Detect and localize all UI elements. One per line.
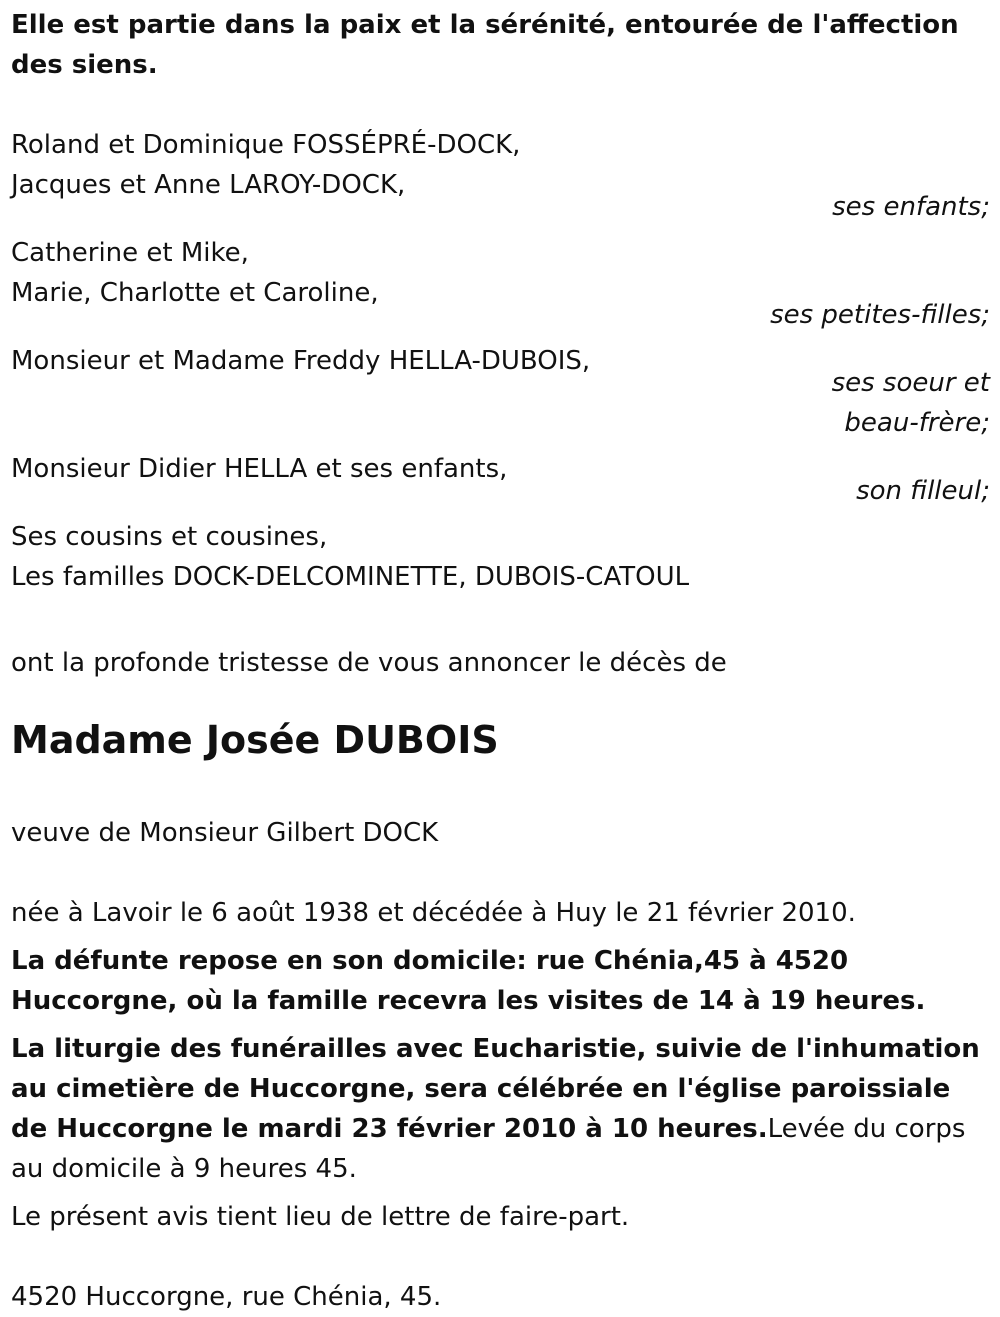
- notice-text: Le présent avis tient lieu de lettre de faire-part.: [11, 1202, 630, 1232]
- family-group-children: [11, 125, 990, 227]
- repose-text: La défunte repose en son domicile: rue Chénia,45 à 4520 Huccorgne, où la famille recevra les visites de 14 à 19 heures.: [11, 946, 926, 1016]
- family-group-sister: [11, 341, 990, 443]
- address-text: 4520 Huccorgne, rue Chénia, 45.: [11, 1282, 442, 1312]
- family-role: ses soeur et beau-frère;: [831, 368, 990, 438]
- family-line: Catherine et Mike,: [11, 238, 249, 268]
- family-group-cousins: [11, 517, 990, 597]
- family-line: Marie, Charlotte et Caroline,: [11, 278, 379, 308]
- family-role: ses petites-filles;: [770, 300, 990, 330]
- birth-death-text: née à Lavoir le 6 août 1938 et décédée à Huy le 21 février 2010.: [11, 898, 856, 928]
- family-line: Jacques et Anne LAROY-DOCK,: [11, 170, 406, 200]
- deceased-name: Madame Josée DUBOIS: [11, 718, 499, 762]
- family-line: Ses cousins et cousines,: [11, 522, 328, 552]
- family-line: Monsieur Didier HELLA et ses enfants,: [11, 454, 508, 484]
- family-group-godson: [11, 449, 990, 511]
- announcement-text: ont la profonde tristesse de vous annoncer le décès de: [11, 648, 727, 678]
- family-line: Les familles DOCK-DELCOMINETTE, DUBOIS-CATOUL: [11, 562, 690, 592]
- family-group-granddaughters: [11, 233, 990, 335]
- family-role: ses enfants;: [832, 192, 990, 222]
- liturgy-bold-text: La liturgie des funérailles avec Eucharistie, suivie de l'inhumation au cimetière de Huccorgne, sera célébrée en l'église paroissiale de Huccorgne le mardi 23 février 2010 à 10 heures.: [11, 1034, 980, 1144]
- widow-of-text: veuve de Monsieur Gilbert DOCK: [11, 818, 439, 848]
- intro-text: Elle est partie dans la paix et la sérénité, entourée de l'affection des siens.: [11, 10, 959, 80]
- family-line: Roland et Dominique FOSSÉPRÉ-DOCK,: [11, 130, 521, 160]
- liturgy-paragraph: [11, 1029, 990, 1189]
- liturgy-rest-text: Levée du corps au domicile à 9 heures 45.: [11, 1114, 966, 1184]
- family-line: Monsieur et Madame Freddy HELLA-DUBOIS,: [11, 346, 591, 376]
- family-role: son filleul;: [856, 476, 990, 506]
- obituary-document: [11, 5, 990, 1317]
